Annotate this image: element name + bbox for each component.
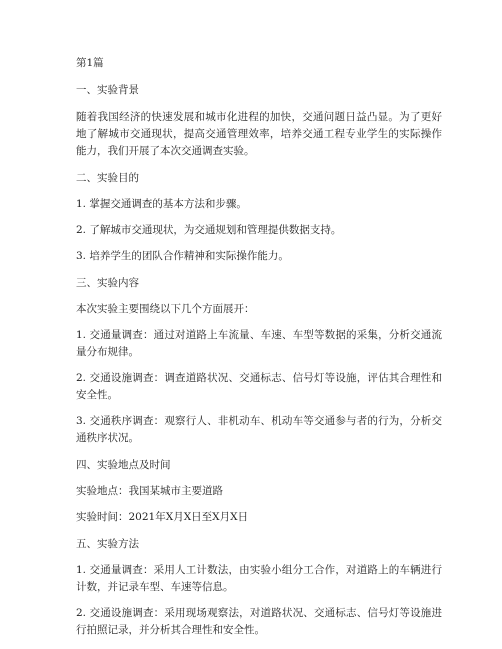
method-item-1: 1. 交通量调查：采用人工计数法，由实验小组分工合作，对道路上的车辆进行计数，并记录车型、车速等信息。 [76, 564, 442, 593]
section-heading-content: 三、实验内容 [76, 277, 139, 289]
chapter-label: 第1篇 [76, 57, 104, 69]
method-item-2: 2. 交通设施调查：采用现场观察法，对道路状况、交通标志、信号灯等设施进行拍照记录，并分析其合理性和安全性。 [76, 607, 442, 636]
content-intro: 本次实验主要围绕以下几个方面展开： [76, 303, 255, 315]
purpose-item-2: 2. 了解城市交通现状，为交通规划和管理提供数据支持。 [76, 224, 342, 236]
purpose-item-3: 3. 培养学生的团队合作精神和实际操作能力。 [76, 250, 289, 262]
section-heading-method: 五、实验方法 [76, 538, 139, 550]
section-heading-background: 一、实验背景 [76, 84, 139, 96]
section-heading-place-time: 四、实验地点及时间 [76, 459, 171, 471]
experiment-place: 实验地点：我国某城市主要道路 [76, 485, 223, 497]
background-paragraph: 随着我国经济的快速发展和城市化进程的加快，交通问题日益凸显。为了更好地了解城市交通现状，提高交通管理效率，培养交通工程专业学生的实际操作能力，我们开展了本次交通调查实验。 [76, 111, 442, 157]
purpose-item-1: 1. 掌握交通调查的基本方法和步骤。 [76, 198, 247, 210]
content-item-3: 3. 交通秩序调查：观察行人、非机动车、机动车等交通参与者的行为，分析交通秩序状况。 [76, 415, 442, 444]
experiment-time: 实验时间：2021年X月X日至X月X日 [76, 511, 249, 523]
section-heading-purpose: 二、实验目的 [76, 172, 139, 184]
content-item-1: 1. 交通量调查：通过对道路上车流量、车速、车型等数据的采集，分析交通流量分布规律。 [76, 329, 442, 358]
content-item-2: 2. 交通设施调查：调查道路状况、交通标志、信号灯等设施，评估其合理性和安全性。 [76, 372, 442, 401]
